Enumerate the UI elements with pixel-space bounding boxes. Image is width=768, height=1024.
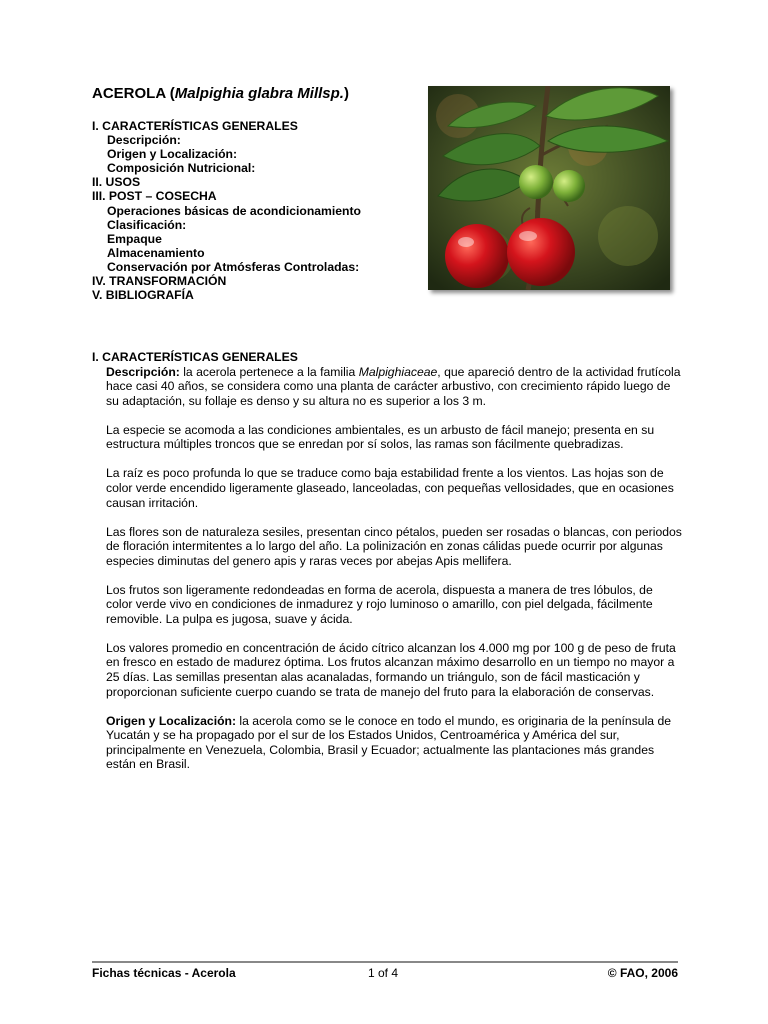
paragraph-text: la acerola pertenece a la familia — [179, 364, 359, 379]
footer-divider — [92, 961, 678, 963]
paragraph-text: la acerola como se le conoce en todo el mundo, es originaria de la península de Yucatán y se ha propagado por el sur de los Estados Unidos, Centroamérica y América del sur, principalmente en Venezuela, Colombia, Brasil y Ecuador; actualmente las plantaciones más grandes están en Brasil. — [106, 713, 671, 772]
table-of-contents — [92, 119, 412, 302]
section-heading: I. CARACTERÍSTICAS GENERALES — [92, 350, 298, 364]
paragraph: Las flores son de naturaleza sesiles, presentan cinco pétalos, pueden ser rosadas o blancas, con periodos de floración intermitentes a lo largo del año. La polinización en zonas cálidas puede ocurrir por algunas especies diminutas del genero apis y raras veces por abejas Apis mellifera. — [106, 524, 682, 568]
toc-item[interactable]: Almacenamiento — [107, 245, 205, 260]
family-name: Malpighiaceae — [358, 364, 438, 379]
paragraph: La especie se acomoda a las condiciones ambientales, es un arbusto de fácil manejo; presenta en su estructura múltiples troncos que se enredan por sí solos, las ramas son fácilmente quebradizas. — [106, 422, 655, 452]
toc-item[interactable]: I. CARACTERÍSTICAS GENERALES — [92, 119, 298, 133]
toc-item[interactable]: Conservación por Atmósferas Controladas: — [107, 259, 360, 274]
paragraph: Los frutos son ligeramente redondeadas en forma de acerola, dispuesta a manera de tres lóbulos, de color verde vivo en condiciones de inmadurez y rojo luminoso o amarillo, con piel delgada, fácilmente removible. La pulpa es jugosa, suave y ácida. — [106, 582, 653, 626]
footer-doc-title: Fichas técnicas - Acerola — [92, 966, 236, 980]
document-title — [92, 85, 349, 102]
toc-item[interactable]: Composición Nutricional: — [107, 161, 256, 176]
acerola-photo — [428, 86, 670, 290]
paragraph-lead: Origen y Localización: — [106, 713, 237, 728]
toc-item[interactable]: III. POST – COSECHA — [92, 189, 217, 204]
toc-item[interactable]: V. BIBLIOGRAFÍA — [92, 288, 194, 303]
title-text: ACEROLA ( — [92, 85, 175, 102]
toc-item[interactable]: II. USOS — [92, 175, 141, 190]
toc-item[interactable]: Clasificación: — [107, 217, 187, 232]
toc-item[interactable]: Descripción: — [107, 133, 181, 148]
paragraph-descripcion — [106, 365, 682, 409]
title-close: ) — [343, 85, 349, 102]
toc-item[interactable]: IV. TRANSFORMACIÓN — [92, 274, 227, 289]
title-scientific-name: Malpighia glabra Millsp. — [174, 85, 344, 102]
paragraph: Los valores promedio en concentración de ácido cítrico alcanzan los 4.000 mg por 100 g de peso de fruta en fresco en estado de madurez óptima. Los frutos alcanzan máximo desarrollo en un tiempo no mayor a 25 días. Las semillas presentan alas acanaladas, formando un triángulo, son de fácil masticación y proporcionan suficiente cuerpo cuando se trata de manejo del fruto para la elaboración de conservas. — [106, 640, 676, 699]
acerola-illustration — [428, 86, 670, 290]
paragraph: La raíz es poco profunda lo que se traduce como baja estabilidad frente a los vientos. Las hojas son de color verde encendido ligeramente glaseado, lanceoladas, con pequeñas vellosidades, que en ocasiones causan irritación. — [106, 466, 674, 510]
main-content — [92, 350, 682, 786]
paragraph-origen — [106, 714, 682, 772]
paragraph-text: , que apareció dentro de la actividad frutícola hace casi 40 años, se considera como una planta de carácter arbustivo, con crecimiento rápido luego de su adaptación, su follaje es denso y su altura no es superior a los 3 m. — [106, 364, 681, 408]
paragraph-lead: Descripción: — [106, 364, 180, 379]
toc-item[interactable]: Operaciones básicas de acondicionamiento — [107, 203, 361, 218]
toc-item[interactable]: Empaque — [107, 231, 162, 246]
copyright: © FAO, 2006 — [607, 966, 678, 980]
toc-item[interactable]: Origen y Localización: — [107, 147, 238, 162]
page-number: 1 of 4 — [368, 966, 399, 980]
